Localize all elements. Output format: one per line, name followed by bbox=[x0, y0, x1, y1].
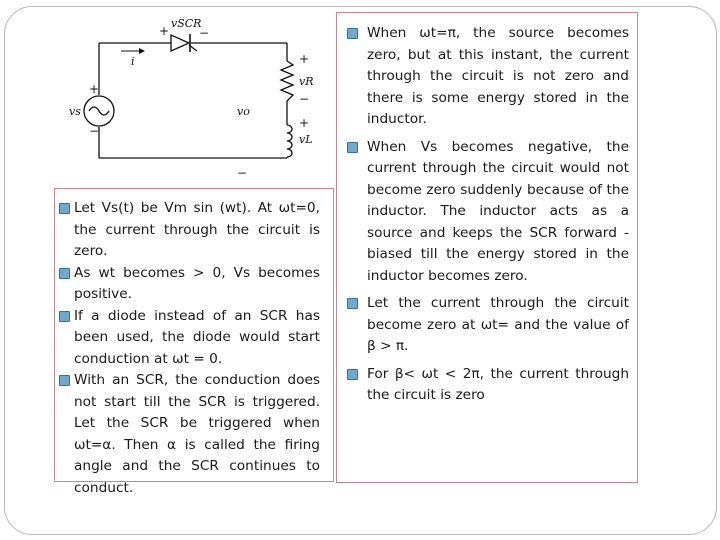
bullet-text: When Vs becomes negative, the current through the circuit would not become zero suddenly because of the inductor. The inductor acts as a source and keeps the SCR forward -biased till the energy stored in the inductor becomes zero. bbox=[367, 138, 629, 284]
vr-plus-sign: + bbox=[299, 52, 310, 66]
scr-minus-sign: − bbox=[199, 26, 210, 40]
bullet-text: Let the current through the circuit become zero at ωt= and the value of β > π. bbox=[367, 295, 629, 354]
bullet-text: If a diode instead of an SCR has been used, the diode would start conduction at ωt = 0. bbox=[74, 307, 320, 367]
bullet-icon bbox=[59, 203, 70, 214]
bullet-text: As wt becomes > 0, Vs becomes positive. bbox=[74, 264, 320, 302]
vs-label: vs bbox=[69, 105, 81, 118]
bullet-text: When ωt=π, the source becomes zero, but at this instant, the current through the circuit is not zero and there is some energy stored in the inductor. bbox=[367, 25, 629, 127]
left-text-box bbox=[54, 188, 334, 496]
vs-plus-sign: + bbox=[89, 82, 100, 96]
list-item bbox=[343, 293, 629, 358]
bullet-icon bbox=[59, 375, 70, 386]
vl-label: vL bbox=[299, 133, 313, 146]
current-arrow bbox=[121, 48, 145, 54]
list-item bbox=[343, 137, 629, 288]
vs-minus-sign: − bbox=[89, 124, 100, 138]
vl-plus-sign: + bbox=[299, 116, 310, 130]
resistor-symbol bbox=[281, 61, 293, 101]
vo-minus-sign: − bbox=[237, 166, 248, 180]
vr-minus-sign: − bbox=[299, 92, 310, 106]
bullet-icon bbox=[59, 268, 70, 279]
list-item bbox=[59, 306, 320, 371]
right-text-box bbox=[336, 12, 638, 483]
list-item bbox=[343, 23, 629, 131]
list-item bbox=[59, 263, 320, 306]
inductor-symbol bbox=[287, 125, 292, 157]
bullet-text: For β< ωt < 2π, the current through the circuit is zero bbox=[367, 365, 629, 403]
vr-label: vR bbox=[299, 75, 314, 88]
scr-circuit-diagram bbox=[55, 15, 325, 185]
vo-label: vo bbox=[237, 105, 250, 118]
vscr-label: vSCR bbox=[171, 17, 202, 30]
bullet-icon bbox=[59, 311, 70, 322]
current-label: i bbox=[131, 55, 135, 68]
scr-plus-sign: + bbox=[159, 24, 170, 38]
right-bullet-list bbox=[337, 13, 637, 407]
ac-source-symbol bbox=[84, 96, 114, 126]
bullet-icon bbox=[347, 369, 358, 380]
bullet-icon bbox=[347, 298, 358, 309]
bullet-text: Let Vs(t) be Vm sin (wt). At ωt=0, the current through the circuit is zero. bbox=[74, 200, 320, 259]
list-item bbox=[59, 198, 320, 263]
list-item bbox=[59, 370, 320, 499]
bullet-text: With an SCR, the conduction does not start till the SCR is triggered. Let the SCR be triggered when ωt=α. Then α is called the firing angle and the SCR continues to conduct. bbox=[74, 372, 320, 496]
list-item bbox=[343, 364, 629, 407]
left-bullet-list bbox=[55, 189, 333, 499]
bullet-icon bbox=[347, 142, 358, 153]
bullet-icon bbox=[347, 28, 358, 39]
